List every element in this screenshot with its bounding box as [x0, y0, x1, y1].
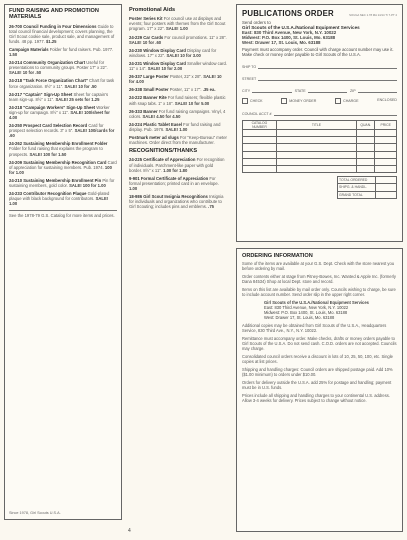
catalog-item-description: Gold-plated plaque with black background for contributors. [9, 191, 110, 202]
catalog-item-price: SALE! 10 for 4.00 [129, 74, 222, 85]
grand-total-label: GRAND TOTAL [338, 191, 376, 198]
total-ordered-field[interactable] [376, 177, 397, 184]
catalog-item-description: Card for prospect selection records. 3" x 5". [9, 123, 104, 134]
catalog-item-title: 26-337 Large Poster [129, 74, 169, 80]
catalog-item [129, 61, 227, 71]
title-header: TITLE [276, 121, 356, 130]
catalog-item-title: 24-218 "Task Force Organization Chart" [9, 78, 88, 84]
order-row [243, 130, 397, 137]
catalog-item-description: Worker sign-up for campaign. 8½" x 11". [9, 104, 110, 115]
catalog-item-title: 24-222 Banner Rite [129, 95, 167, 101]
catalog-item-description: For council promotions. 11" x 28". [164, 34, 227, 40]
order-form-title: PUBLICATIONS ORDER [242, 9, 334, 18]
order-row [243, 158, 397, 165]
catalog-item-title: 26-333 Banner [129, 108, 158, 114]
catalog-item-description: Folder for fund raising that explains the program to prospects. [9, 146, 103, 157]
catalog-item [129, 48, 227, 58]
catalog-number-header: CATALOG NUMBER [243, 121, 277, 130]
catalog-item-price: $1.25 [46, 38, 57, 44]
catalog-item-price: SALE! 100/sheet for 4.00 [9, 109, 110, 120]
catalog-item-title: 24-250 Prospect Card Selection Record [9, 123, 88, 129]
catalog-note-box [9, 210, 117, 218]
catalog-item-price: SALE! 10 for .60 [129, 39, 162, 45]
catalog-item-price: 1.00 [129, 185, 138, 191]
catalog-item [129, 74, 227, 84]
order-form-ref: SOUGA NEC 1.78 MA 14/14 Tr 7-PT 2 [349, 13, 397, 17]
quantity-cell[interactable] [356, 137, 374, 144]
quantity-cell[interactable] [356, 165, 374, 172]
ordering-info-address-midwest: Midwest: P.O. Box 1400, St. Louis, Mo. 63188 [264, 310, 348, 316]
zip-field[interactable] [358, 86, 397, 93]
enclosed-label: ENCLOSED [377, 98, 397, 102]
catalog-item-title: 24-262 Sustaining Membership Enrollment Folder [9, 141, 108, 147]
title-cell[interactable] [276, 137, 356, 144]
price-header: PRICE [375, 121, 397, 130]
street-label: STREET [242, 77, 257, 81]
order-row [243, 137, 397, 144]
catalog-item-title: 24-214 Community Organization Chart [9, 60, 86, 66]
catalog-item-title: 24-224 Plastic Tablet Easel [129, 121, 182, 127]
catalog-item [9, 24, 117, 44]
catalog-item [9, 78, 117, 88]
catalog-item [9, 178, 117, 188]
order-row [243, 151, 397, 158]
promotional-aids-list [129, 16, 227, 145]
recognitions-list [129, 157, 227, 209]
check-label: CHECK [250, 98, 263, 103]
catalog-item-description: Pin for sustaining members, gold color. [9, 177, 115, 189]
payment-note: Payment must accompany order. Council with charge account number may use it. Make check or money order payable to Girl Scouts of the U.S.A. [242, 47, 394, 57]
catalog-item-title: 24-210 Sustaining Membership Enrollment Pin [9, 177, 102, 183]
catalog-item-title: 24-218 "Campaign Workers" Sign-Up Sheet [9, 104, 96, 110]
catalog-item-description: Useful for presentations to community groups. Poster 17" x 22". [9, 60, 108, 71]
catalog-item [129, 109, 227, 119]
quantity-cell[interactable] [356, 151, 374, 158]
ordering-info-p7: Consolidated council orders receive a discount in lots of 10, 25, 50, 100, etc. Single copies at list prices. [242, 354, 393, 365]
zip-label: ZIP [350, 89, 356, 93]
catalog-item-price: 100 for 1.00 [9, 164, 112, 175]
catalog-item [129, 95, 227, 105]
catalog-item-description: Display card for windows. 17" x 22". [129, 47, 217, 58]
catalog-item-description: Poster, 11" x 17". [169, 87, 202, 93]
title-cell[interactable] [276, 151, 356, 158]
charge-checkbox[interactable] [335, 98, 341, 104]
ordering-info-address-east: East: 830 Third Avenue, New York, N.Y. 10022 [264, 305, 349, 311]
order-row [243, 144, 397, 151]
shipping-handling-field[interactable] [376, 184, 397, 191]
title-cell[interactable] [276, 158, 356, 165]
catalog-item-price: SALE! 100 for 1.00 [69, 183, 106, 189]
city-label: CITY [242, 89, 251, 93]
catalog-item-price: SALE! 100/cards for .60 [9, 128, 115, 139]
state-field[interactable] [308, 86, 347, 93]
ordering-information [236, 248, 403, 532]
council-acct-field[interactable] [274, 109, 397, 116]
publications-order-form [236, 4, 403, 242]
catalog-item-price: .35 ea. [202, 87, 216, 93]
catalog-item [9, 141, 117, 156]
ordering-info-p6: Remittance must accompany order. Make checks, drafts or money orders payable to Girl Scouts of the U.S.A. Do not send cash. C.O.D. orders are not accepted. Councils may charge. [242, 336, 397, 352]
catalog-item-title: 24-231 Window Display Card [129, 60, 186, 66]
catalog-item-price: 1.50 [9, 52, 18, 58]
total-ordered-label: TOTAL ORDERED [338, 177, 376, 184]
catalog-item [129, 176, 227, 191]
catalog-item-price: 1.00 for 1.80 [163, 167, 188, 173]
ordering-info-p8: Shipping and handling charges: Council orders are shipped postage paid. Add 10% ($1.00 minimum) to orders under $10.00. [242, 367, 393, 378]
catalog-number-cell[interactable] [243, 165, 277, 172]
catalog-item [129, 122, 227, 132]
catalog-item [129, 194, 227, 209]
price-cell[interactable] [375, 144, 397, 151]
ship-to-field[interactable] [258, 62, 397, 69]
shipping-handling-label: SHIPG. & HANDL. [338, 184, 376, 191]
catalog-item-title: 24-229 Car Cards [129, 34, 164, 40]
order-office-east: East: 830 Third Avenue, New York, N.Y. 10022 [242, 30, 337, 35]
title-cell[interactable] [276, 130, 356, 137]
ordering-info-heading: ORDERING INFORMATION [242, 253, 313, 259]
promotional-aids-column [126, 4, 230, 524]
fund-raising-heading: FUND RAISING AND PROMOTION MATERIALS [9, 8, 99, 21]
catalog-number-cell[interactable] [243, 144, 277, 151]
catalog-item-title: Poster Series Kit [129, 16, 163, 22]
price-cell[interactable] [375, 165, 397, 172]
order-office-midwest: Midwest: P.O. Box 1400, St. Louis, Mo. 63188 [242, 35, 336, 40]
quantity-cell[interactable] [356, 130, 374, 137]
catalog-item-title: 24-225 Certificate of Appreciation [129, 157, 196, 163]
page-number: 4 [128, 528, 131, 534]
catalog-item [9, 105, 117, 120]
ship-to-label: SHIP TO [242, 65, 257, 69]
catalog-item-title: Postmark meter ad slugs [129, 134, 179, 140]
catalog-item-description: For "Keep-Bureau" meter machines. Order direct from the manufacturer. [129, 134, 227, 146]
catalog-item-description: For fund raising and display. Pub. 1976. [129, 121, 221, 132]
ordering-info-p9: Orders for delivery outside the U.S.A. add 25% for postage and handling; payment must be in U.S. funds. [242, 380, 392, 391]
ordering-info-address-west: West: Drawer 17, St. Louis, Mo. 63188 [264, 315, 335, 321]
catalog-item [9, 47, 117, 57]
catalog-item-title: 18-986 Girl Scout Insignia Recognitions [129, 194, 208, 200]
catalog-item-description: For council use at displays and events; four posters with themes from the Girl Scout program. 17" x 22". [129, 16, 226, 32]
catalog-item-price: SALE! 10 for 5.00 [174, 100, 210, 106]
copyright-footer: Since 1978, Girl Scouts U.S.A. [9, 511, 61, 516]
ordering-info-p1: Some of the items are available at your G.S. Dept. Check with the store nearest you before ordering by mail. [242, 261, 394, 272]
catalog-item-description: Folder for fund raisers. Pub. 1977. [49, 46, 114, 52]
catalog-item-description: Card of appreciation for sustaining members. Pub. 1974. [9, 159, 117, 170]
money-order-checkbox[interactable] [281, 98, 287, 104]
catalog-item-description: Sheet for captain's team sign-up. 8½" x 11". [9, 91, 109, 102]
street-field[interactable] [258, 74, 397, 81]
catalog-number-cell[interactable] [243, 151, 277, 158]
catalog-item-description: Insignia for individuals and organizations who contribute to Girl Scouting; includes pins and emblems. [129, 194, 224, 210]
catalog-item [9, 123, 117, 138]
ordering-info-p5: Additional copies may be obtained from Girl Scouts of the U.S.A., Headquarters Service, 830 Third Ave., N.Y., N.Y. 10022. [242, 323, 387, 334]
price-cell[interactable] [375, 151, 397, 158]
promotional-aids-heading: Promotional Aids [129, 7, 176, 13]
catalog-item-price: SALE! 10 for .50 [9, 70, 42, 76]
ordering-info-p2: Order contents either at stage from Pitney-Bowes, Inc. Wanted & Apple Inc. (formerly Dana 84534) Shop at local Dept. store and record. [242, 274, 396, 285]
catalog-item [129, 16, 227, 31]
catalog-item-description: For fund raising campaigns. Vinyl, 4 colors. [129, 108, 226, 119]
catalog-item [129, 35, 227, 45]
catalog-item-price: SALE! 1.00 [165, 126, 188, 132]
fund-raising-column [4, 4, 122, 520]
grand-total-field[interactable] [376, 191, 397, 198]
quantity-header: QUAN. [356, 121, 374, 130]
catalog-item [9, 60, 117, 75]
council-acct-label: COUNCIL ACCT # [242, 112, 272, 116]
ordering-info-p3: Items on this list are available by mail order only. Councils wishing to charge, be sure to include account number. Send order slip in the upper right corner. [242, 287, 396, 298]
catalog-item-price: SALE! 4.50 for 4.50 [142, 113, 181, 119]
catalog-number-cell[interactable] [243, 158, 277, 165]
quantity-cell[interactable] [356, 144, 374, 151]
catalog-item-description: For formal presentation; printed card in an envelope. [129, 175, 219, 186]
catalog-item-description: For recognition of individuals. Parchment-like paper with gold border. 8½" x 11". [129, 157, 225, 173]
money-order-label: MONEY ORDER [289, 98, 317, 103]
city-field[interactable] [252, 86, 291, 93]
catalog-item-price: SALE! 10 for 3.00 [166, 52, 201, 58]
catalog-item-title: Campaign Materials [9, 46, 49, 52]
catalog-item-price: SALE! 1.00 [165, 26, 188, 32]
catalog-item-title: 24-217 "Captain" Sign-Up Sheet [9, 91, 73, 97]
catalog-item [129, 87, 227, 92]
catalog-number-cell[interactable] [243, 137, 277, 144]
catalog-item-title: 24-233 Contributor Recognition Plaque [9, 191, 87, 197]
order-office-west: West: Drawer 17, St. Louis, Mo. 63188 [242, 40, 321, 45]
catalog-item [9, 160, 117, 175]
order-totals-table [337, 176, 397, 199]
ordering-info-p10: Prices include all shipping and handling charges to your continental U.S. address. Allow 3-4 weeks for delivery. Prices subject to change without notice. [242, 393, 390, 404]
catalog-item [9, 92, 117, 102]
order-org-name: Girl Scouts of the U.S.A./National Equipment Services [242, 25, 360, 30]
recognitions-heading: RECOGNITIONS/THANKS [129, 148, 198, 155]
catalog-item-title: 9-901 Formal Certificate of Appreciation [129, 175, 209, 181]
catalog-item-description: Poster, 22" x 28". [169, 74, 203, 80]
catalog-item-description: Guide to total council financial development; covers planning, the Girl Scout cookie sale, product sale, and management of funds. 48 pp. 1977. [9, 23, 115, 44]
catalog-number-cell[interactable] [243, 130, 277, 137]
order-items-table [242, 120, 397, 173]
catalog-item-price: SALE! 1.00 [9, 196, 109, 207]
title-cell[interactable] [276, 165, 356, 172]
catalog-item-description: Chart for task force organization. 8½" x 11". [9, 78, 115, 89]
catalog-item-price: SALE! 10 for .50 [64, 83, 97, 89]
catalog-item-title: 26-700 Council Funding in Four Dimensions [9, 23, 97, 29]
send-orders-label: Send orders to [242, 20, 271, 25]
title-cell[interactable] [276, 144, 356, 151]
price-cell[interactable] [375, 158, 397, 165]
catalog-item [9, 191, 117, 206]
charge-label: CHARGE [343, 98, 359, 103]
catalog-item [129, 135, 227, 145]
catalog-item [129, 157, 227, 172]
catalog-note: See the 1978-79 G.S. Catalog for more items and prices. [9, 213, 115, 219]
catalog-item-price: SALE! 100 for 1.50 [29, 151, 67, 157]
price-cell[interactable] [375, 130, 397, 137]
catalog-item-price: SALE! 10 for 2.00 [147, 66, 183, 72]
price-cell[interactable] [375, 137, 397, 144]
ordering-info-org: Girl Scouts of the U.S.A./National Equipment Services [264, 300, 369, 306]
quantity-cell[interactable] [356, 158, 374, 165]
check-checkbox[interactable] [242, 98, 248, 104]
fund-raising-list [9, 24, 117, 207]
catalog-item-title: 26-338 Small Poster [129, 87, 169, 93]
catalog-item-title: 24-230 Window Display Card [129, 47, 186, 53]
order-row [243, 165, 397, 172]
catalog-item-description: Smaller window card. 11" x 14". [129, 60, 227, 72]
catalog-item-price: SALE! 25 sets for 1.25 [55, 96, 100, 102]
catalog-item-description: For fund raisers; flexible plastic with snap tabs. 1" x 18". [129, 95, 226, 106]
catalog-item-price: .75 [208, 204, 214, 210]
catalog-item-title: 24-209 Sustaining Membership Recognition Card [9, 159, 107, 165]
state-label: STATE [294, 89, 306, 93]
